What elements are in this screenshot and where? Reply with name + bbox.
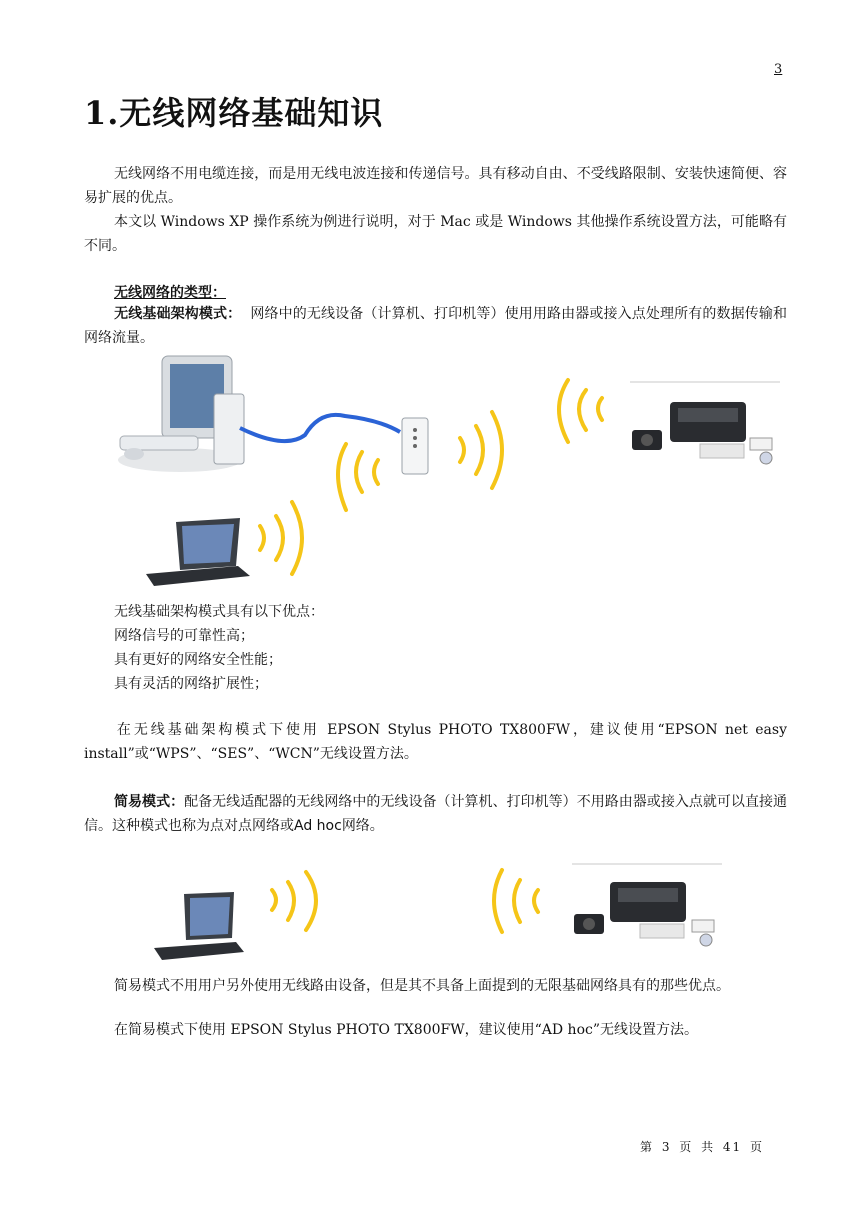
- waves-right-of-ap: [460, 412, 502, 488]
- printer-icon: [670, 402, 772, 464]
- adhoc-note-text: 简易模式不用用户另外使用无线路由设备，但是其不具备上面提到的无限基础网络具有的那些优点。: [114, 978, 730, 994]
- advantage-3: 具有灵活的网络扩展性；: [114, 676, 268, 692]
- page-title: 1.无线网络基础知识: [84, 94, 384, 132]
- infrastructure-label: 无线基础架构模式：: [114, 306, 242, 322]
- infrastructure-recommend: [84, 718, 787, 766]
- waves-printer-side: [559, 380, 602, 442]
- advantage-1: 网络信号的可靠性高；: [114, 628, 254, 644]
- waves-printer-side: [494, 870, 538, 932]
- adhoc-term: Ad hoc: [294, 818, 342, 834]
- adhoc-diagram: [140, 858, 730, 968]
- camera-icon: [574, 914, 604, 934]
- intro-p1-text: 无线网络不用电缆连接，而是用无线电波连接和传递信号。具有移动自由、不受线路限制、安装快速简便、容易扩展的优点。: [84, 166, 787, 206]
- adhoc-paragraph: [84, 790, 787, 838]
- page-footer: 第 3 页 共 41 页: [640, 1140, 764, 1154]
- intro-paragraph-1: [84, 162, 787, 210]
- adhoc-recommend-text: 在简易模式下使用 EPSON Stylus PHOTO TX800FW，建议使用“AD hoc”无线设置方法。: [114, 1022, 698, 1038]
- waves-laptop: [260, 502, 302, 574]
- adv-intro: 无线基础架构模式具有以下优点：: [114, 604, 324, 620]
- adhoc-note: [84, 974, 787, 998]
- advantage-2: 具有更好的网络安全性能；: [114, 652, 282, 668]
- infrastructure-paragraph: [84, 302, 787, 350]
- waves-laptop: [272, 872, 316, 930]
- camera-icon: [632, 430, 662, 450]
- infrastructure-diagram: [110, 350, 790, 600]
- waves-left-of-ap: [338, 444, 378, 510]
- network-cable: [240, 415, 400, 441]
- adhoc-desc-a: 配备无线适配器的无线网络中的无线设备（计算机、打印机等）不用路由器或接入点就可以直接通信。这种模式也称为点对点网络或: [84, 794, 787, 834]
- infrastructure-recommend-text: 在无线基础架构模式下使用 EPSON Stylus PHOTO TX800FW，建议使用“EPSON net easy install”或“WPS”、“SES”、“WCN”无线设置方法。: [84, 722, 787, 762]
- laptop-icon: [146, 518, 250, 586]
- access-point-icon: [402, 418, 428, 474]
- adhoc-label: 简易模式：: [114, 794, 185, 810]
- laptop-icon: [154, 892, 244, 960]
- types-heading: 无线网络的类型：: [114, 285, 226, 301]
- adhoc-recommend: [84, 1018, 787, 1042]
- adhoc-desc-b: 网络。: [341, 818, 384, 834]
- page-number-top: 3: [774, 62, 783, 77]
- printer-icon: [610, 882, 714, 946]
- infrastructure-desc: 网络中的无线设备（计算机、打印机等）使用用路由器或接入点处理所有的数据传输和网络流量。: [84, 306, 788, 346]
- intro-paragraph-2: [84, 210, 787, 258]
- intro-p2-text: 本文以 Windows XP 操作系统为例进行说明，对于 Mac 或是 Windows 其他操作系统设置方法，可能略有不同。: [84, 214, 787, 254]
- desktop-computer-icon: [118, 356, 244, 472]
